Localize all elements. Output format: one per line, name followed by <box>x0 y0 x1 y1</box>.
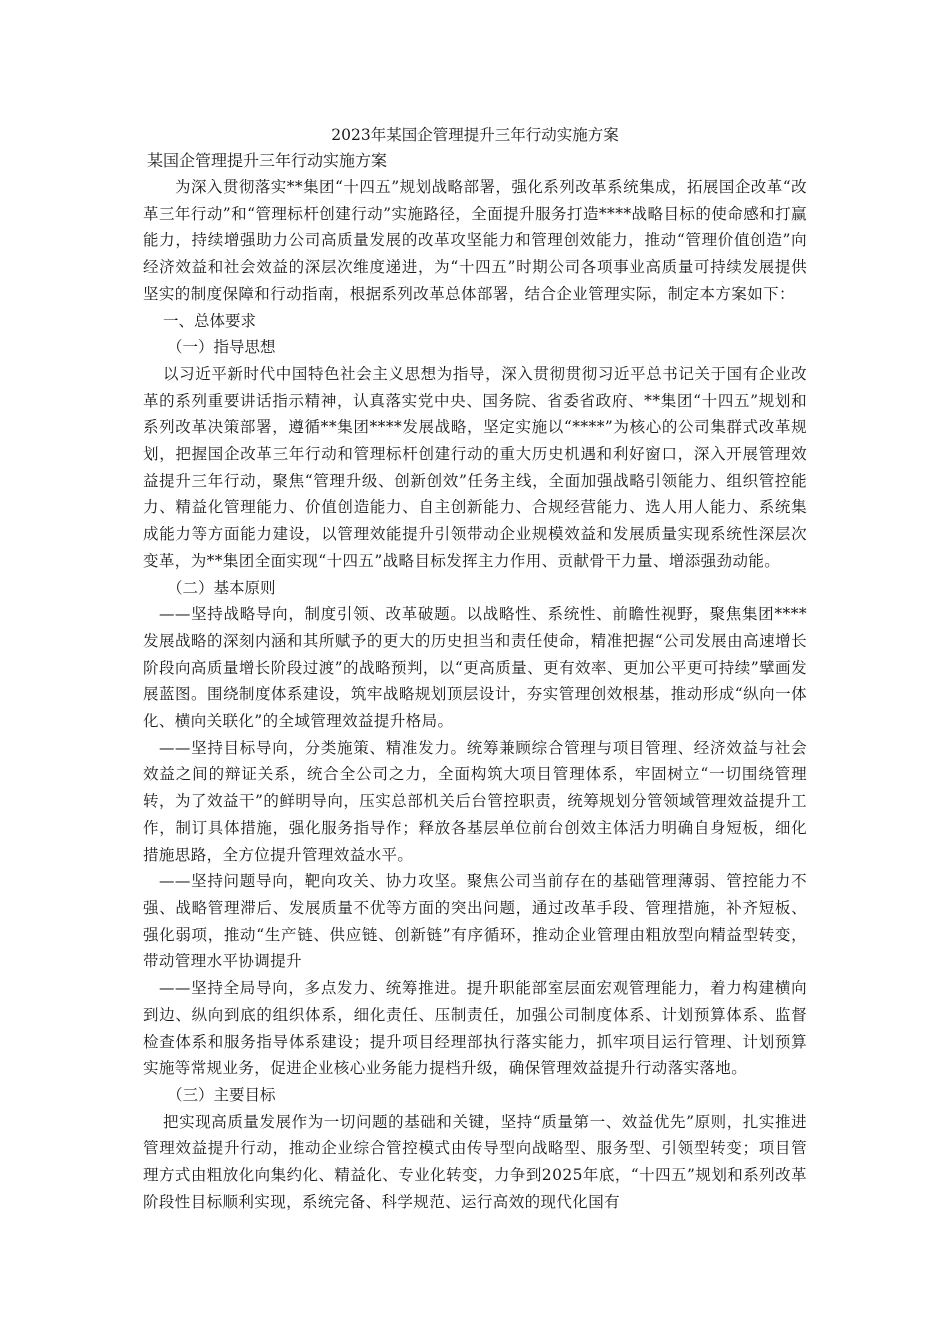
principle-paragraph: ——坚持目标导向，分类施策、精准发力。统筹兼顾综合管理与项目管理、经济效益与社会效益之间的辩证关系，统合全公司之力，全面构筑大项目管理体系，牢固树立“一切围绕管理转，为了效益干”的鲜明导向，压实总部机关后台管控职责，统筹规划分管领域管理效益提升工作，制订具体措施，强化服务指导作；释放各基层单位前台创效主体活力明确自身短板，细化措施思路，全方位提升管理效益水平。 <box>143 738 807 864</box>
subsection-heading-guiding-ideology: （一）指导思想 <box>167 338 276 357</box>
principle-paragraph: ——坚持全局导向，多点发力、统筹推进。提升职能部室层面宏观管理能力，着力构建横向到边、纵向到底的组织体系，细化责任、压制责任，加强公司制度体系、计划预算体系、监督检查体系和服务指导体系建设；提升项目经理部执行落实能力，抓牢项目运行管理、计划预算实施等常规业务，促进企业核心业务能力提档升级，确保管理效益提升行动落实落地。 <box>143 979 807 1078</box>
document-page <box>143 118 807 1215</box>
subsection-heading-basic-principles: （二）基本原则 <box>167 578 276 597</box>
document-title: 2023年某国企管理提升三年行动实施方案 <box>331 126 619 144</box>
section-heading-general-requirements: 一、总体要求 <box>163 311 257 330</box>
guiding-ideology-paragraph: 以习近平新时代中国特色社会主义思想为指导，深入贯彻贯彻习近平总书记关于国有企业改革的系列重要讲话指示精神，认真落实党中央、国务院、省委省政府、**集团“十四五”规划和系列改革决策部署，遵循**集团****发展战略，坚定实施以“****”为核心的公司集群式改革规划，把握国企改革三年行动和管理标杆创建行动的重大历史机遇和利好窗口，深入开展管理效益提升三年行动，聚焦“管理升级、创新创效”任务主线，全面加强战略引领能力、组织管控能力、精益化管理能力、价值创造能力、自主创新能力、合规经营能力、选人用人能力、系统集成能力等方面能力建设，以管理效能提升引领带动企业规模效益和发展质量实现系统性深层次变革，为**集团全面实现“十四五”战略目标发挥主力作用、贡献骨干力量、增添强劲动能。 <box>143 364 807 570</box>
principle-paragraph: ——坚持问题导向，靶向攻关、协力攻坚。聚焦公司当前存在的基础管理薄弱、管控能力不强、战略管理滞后、发展质量不优等方面的突出问题，通过改革手段、管理措施，补齐短板、强化弱项，推动“生产链、供应链、创新链”有序循环，推动企业管理由粗放型向精益型转变，带动管理水平协调提升 <box>143 872 807 971</box>
main-goals-paragraph: 把实现高质量发展作为一切问题的基础和关键，坚持“质量第一、效益优先”原则，扎实推进管理效益提升行动，推动企业综合管控模式由传导型向战略型、服务型、引领型转变；项目管理方式由粗放化向集约化、精益化、专业化转变，力争到2025年底，“十四五”规划和系列改革阶段性目标顺利实现，系统完备、科学规范、运行高效的现代化国有 <box>143 1112 807 1211</box>
intro-paragraph: 为深入贯彻落实**集团“十四五”规划战略部署，强化系列改革系统集成，拓展国企改革“改革三年行动”和“管理标杆创建行动”实施路径，全面提升服务打造****战略目标的使命感和打赢能力，持续增强助力公司高质量发展的改革攻坚能力和管理创效能力，推动“管理价值创造”向经济效益和社会效益的深层次维度递进，为“十四五”时期公司各项事业高质量可持续发展提供坚实的制度保障和行动指南，根据系列改革总体部署，结合企业管理实际，制定本方案如下： <box>143 178 807 303</box>
subsection-heading-main-goals: （三）主要目标 <box>167 1085 276 1104</box>
document-subtitle: 某国企管理提升三年行动实施方案 <box>147 151 388 170</box>
principle-paragraph: ——坚持战略导向，制度引领、改革破题。以战略性、系统性、前瞻性视野，聚焦集团****发展战略的深刻内涵和其所赋予的更大的历史担当和责任使命，精准把握“公司发展由高速增长阶段向高质量增长阶段过渡”的战略预判，以“更高质量、更有效率、更加公平更可持续”擘画发展蓝图。围绕制度体系建设，筑牢战略规划顶层设计，夯实管理创效根基，推动形成“纵向一体化、横向关联化”的全域管理效益提升格局。 <box>143 605 807 731</box>
